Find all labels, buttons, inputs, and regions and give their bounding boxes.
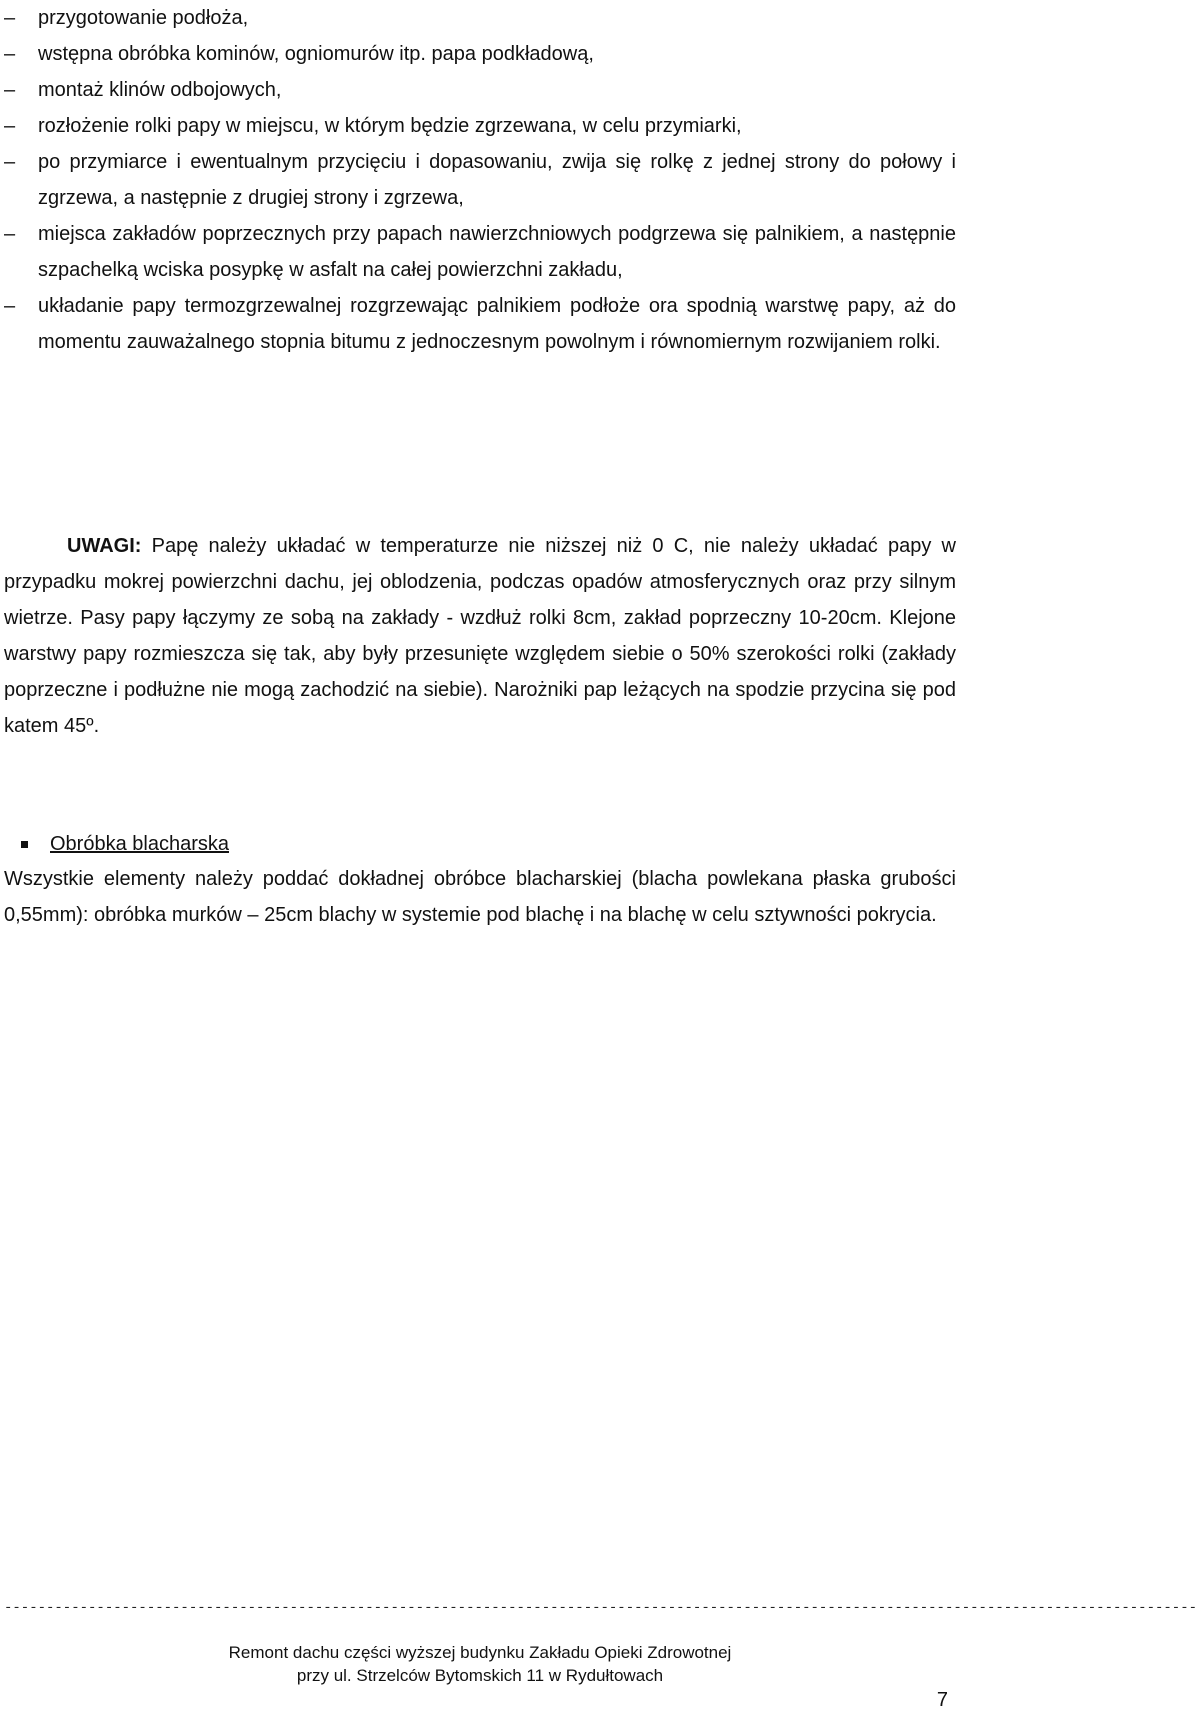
dash-marker: –: [4, 115, 16, 137]
square-bullet-icon: [21, 841, 28, 848]
footer-address: przy ul. Strzelców Bytomskich 11 w Rydułtowach: [296, 1666, 664, 1685]
dash-marker: –: [4, 223, 16, 245]
dash-marker: –: [4, 295, 16, 317]
section-paragraph: Wszystkie elementy należy poddać dokładnej obróbce blacharskiej (blacha powlekana płaska grubości 0,55mm): obróbka murków – 25cm blachy w systemie pod blachę i na blachę w celu sztywności pokrycia.: [4, 868, 956, 926]
list-item-text: rozłożenie rolki papy w miejscu, w którym będzie zgrzewana, w celu przymiarki,: [38, 115, 742, 137]
notes-text: Papę należy układać w temperaturze nie niższej niż 0 C, nie należy układać papy w przypadku mokrej powierzchni dachu, jej oblodzenia, podczas opadów atmosferycznych oraz przy silnym wietrze. Pasy papy łączymy ze sobą na zakłady - wzdłuż rolki 8cm, zakład poprzeczny 10-20cm. Klejone warstwy papy rozmieszcza się tak, aby były przesunięte względem siebie o 50% szerokości rolki (zakłady poprzeczne i podłużne nie mogą zachodzić na siebie). Narożniki pap leżących na spodzie przycina się pod katem 45º.: [4, 535, 956, 737]
list-item: [4, 288, 956, 360]
list-item-text: montaż klinów odbojowych,: [38, 79, 282, 101]
dash-marker: –: [4, 151, 16, 173]
dash-marker: –: [4, 43, 16, 65]
page-number: 7: [936, 1689, 948, 1711]
footer-separator: ----------------------------------------------------------------------------------------------------------------------------------------------: [4, 1600, 1197, 1616]
list-item: [4, 216, 956, 288]
list-item: [4, 72, 956, 108]
list-item: [4, 0, 956, 36]
document-page: [4, 0, 1197, 1711]
list-item-text: miejsca zakładów poprzecznych przy papach nawierzchniowych podgrzewa się palnikiem, a następnie szpachelką wciska posypkę w asfalt na całej powierzchni zakładu,: [38, 223, 956, 281]
list-item: [4, 144, 956, 216]
list-item-text: po przymiarce i ewentualnym przycięciu i dopasowaniu, zwija się rolkę z jednej strony do połowy i zgrzewa, a następnie z drugiej strony i zgrzewa,: [38, 151, 956, 209]
work-steps-list: [4, 0, 956, 360]
list-item-text: wstępna obróbka kominów, ogniomurów itp. papa podkładową,: [38, 43, 594, 65]
dash-marker: –: [4, 7, 16, 29]
list-item: [4, 108, 956, 144]
section-title: Obróbka blacharska: [50, 833, 229, 855]
dash-marker: –: [4, 79, 16, 101]
footer-title: Remont dachu części wyższej budynku Zakładu Opieki Zdrowotnej: [228, 1643, 732, 1662]
list-item-text: układanie papy termozgrzewalnej rozgrzewając palnikiem podłoże ora spodnią warstwę papy, aż do momentu zauważalnego stopnia bitumu z jednoczesnym powolnym i równomiernym rozwijaniem rolki.: [38, 295, 956, 353]
notes-paragraph: [4, 528, 956, 744]
list-item: [4, 36, 956, 72]
list-item-text: przygotowanie podłoża,: [38, 7, 249, 29]
notes-label: UWAGI:: [67, 535, 142, 557]
section-heading: [21, 826, 229, 862]
